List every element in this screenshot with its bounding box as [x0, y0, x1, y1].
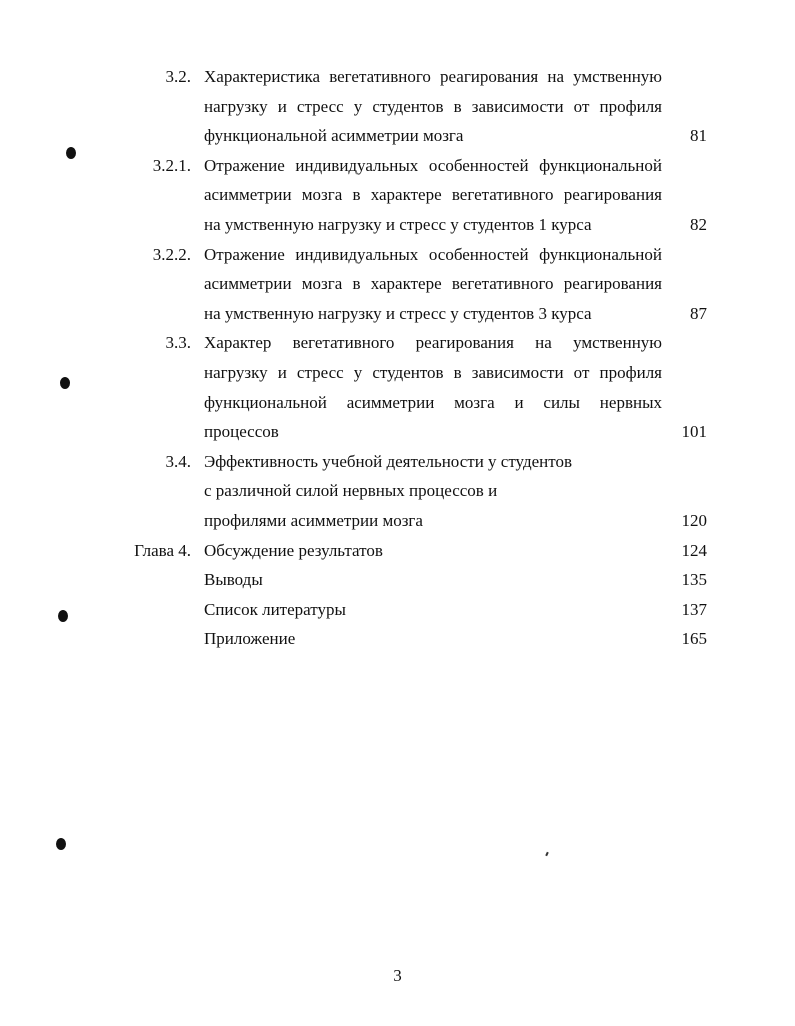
toc-entry [0, 536, 795, 566]
toc-entry [0, 151, 795, 240]
toc-entry-number: 3.2.1. [152, 155, 191, 175]
toc-entry-number: 3.2. [165, 67, 191, 86]
toc-entry-page: 81 [690, 126, 707, 146]
toc-entry [0, 240, 795, 329]
toc-entry-line: процессов [204, 422, 279, 442]
toc-entry-line: Эффективность учебной деятельности у студентов [204, 451, 572, 471]
toc-entry [0, 565, 795, 595]
toc-entry-page: 120 [681, 510, 707, 530]
toc-entry-line: на умственную нагрузку и стресс у студентов 3 курса [204, 303, 592, 323]
toc-entry-line: Характер вегетативного реагирования на умственную [204, 333, 662, 353]
toc-entry-number: 3.2.2. [152, 244, 191, 264]
toc-entry-line: Отражение индивидуальных особенностей функциональной [204, 155, 662, 175]
toc-entry-line: Выводы [204, 570, 263, 590]
toc-entry-line: функциональной асимметрии мозга и силы нервных [204, 392, 662, 412]
toc-entry-line: на умственную нагрузку и стресс у студентов 1 курса [204, 214, 592, 234]
toc-entry-line: профилями асимметрии мозга [204, 510, 423, 530]
toc-entry [0, 624, 795, 654]
toc-entry-number: Глава 4. [134, 540, 191, 560]
table-of-contents [0, 62, 795, 654]
toc-entry [0, 328, 795, 446]
toc-entry [0, 62, 795, 151]
toc-entry-number: 3.3. [165, 333, 191, 353]
toc-entry-page: 165 [681, 629, 707, 649]
toc-entry-line: нагрузку и стресс у студентов в зависимости от профиля [204, 362, 662, 382]
toc-entry-line: асимметрии мозга в характере вегетативного реагирования [204, 274, 662, 294]
toc-entry [0, 447, 795, 536]
toc-entry-page: 135 [681, 570, 707, 590]
toc-entry-line: нагрузку и стресс у студентов в зависимости от профиля [204, 96, 662, 116]
toc-entry-page: 137 [681, 599, 707, 619]
toc-entry-number: 3.4. [165, 451, 191, 471]
scan-speck [545, 852, 549, 856]
toc-entry-line: функциональной асимметрии мозга [204, 126, 464, 146]
toc-entry-line: Список литературы [204, 599, 346, 619]
toc-entry-line: с различной силой нервных процессов и [204, 481, 498, 501]
toc-entry-page: 101 [681, 422, 707, 442]
page-number: 3 [393, 966, 402, 985]
punch-hole [56, 838, 66, 850]
toc-entry-page: 124 [681, 540, 707, 560]
toc-entry-page: 87 [690, 303, 707, 323]
toc-entry-line: Обсуждение результатов [204, 540, 383, 560]
toc-entry-line: асимметрии мозга в характере вегетативного реагирования [204, 185, 662, 205]
toc-entry-line: Характеристика вегетативного реагирования на умственную [204, 67, 662, 86]
toc-entry [0, 595, 795, 625]
toc-entry-line: Приложение [204, 629, 296, 649]
toc-entry-line: Отражение индивидуальных особенностей функциональной [204, 244, 662, 264]
toc-entry-page: 82 [690, 214, 707, 234]
